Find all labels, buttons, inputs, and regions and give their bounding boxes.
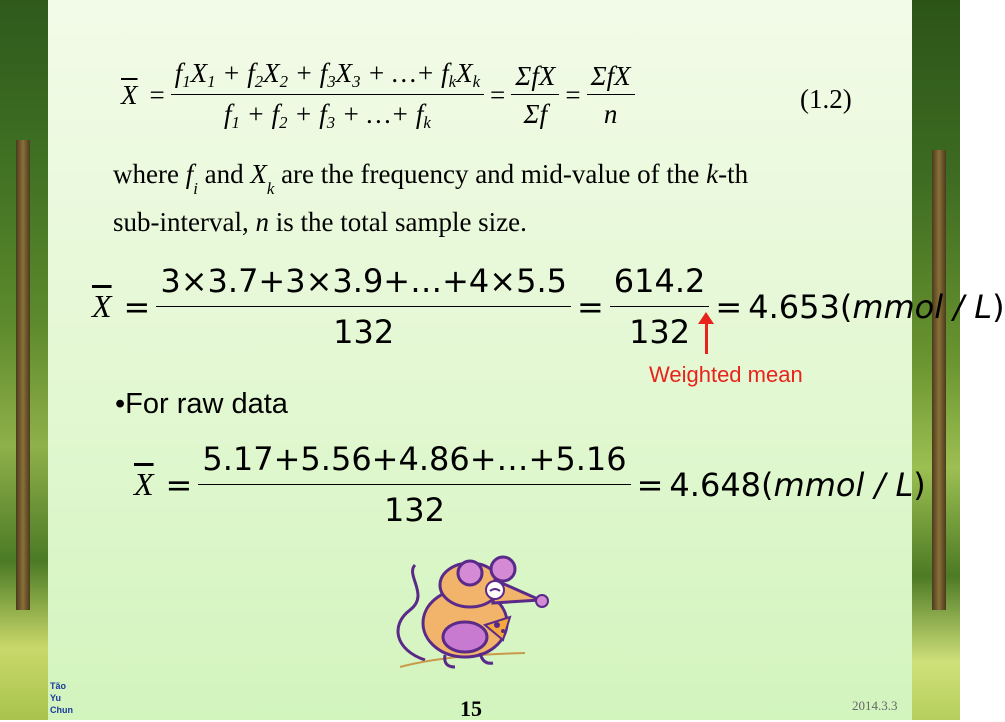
equation-number: (1.2) — [800, 84, 852, 114]
weighted-mean-annotation: Weighted mean — [649, 362, 803, 387]
formula-weighted-mean-general: $\overline{X}$ = $\frac{f_1X_1 + f_2X_2 + f_3X_3 + \dots+ f_kX_k}{f_1 + f_2 + f_3 + \dots+ f_k}$ = $\frac{\text{ΣfX}}{\Sigma f}$ = $\frac{\text{ΣfX}}{n}$ — [115, 58, 635, 133]
slide-date: 2014.3.3 — [852, 698, 898, 713]
explanation-line-1: where $f_i$ and $X_k$ are the frequency and mid-value of the k-th — [113, 159, 749, 198]
right-tree-border — [912, 0, 960, 720]
left-tree-border — [0, 0, 48, 720]
page-number: 15 — [460, 696, 482, 721]
fraction-1: $\frac{f_1X_1 + f_2X_2 + f_3X_3 + \dots+ f_kX_k}{f_1 + f_2 + f_3 + \dots+ f_k}$ — [171, 58, 484, 133]
bullet-raw-data: •For raw data — [115, 388, 288, 420]
formula-raw-mean: $\overline{X}$ = $\frac{5.17+5.56+4.86+\dots+5.16}{132}$ = 4.648(mmol / L) — [134, 440, 926, 529]
fraction-raw: $\frac{5.17+5.56+4.86+\dots+5.16}{132}$ — [198, 440, 630, 529]
fraction-3: $\frac{\text{ΣfX}}{n}$ — [587, 61, 635, 130]
fraction-sum: $\frac{614.2}{132}$ — [610, 262, 710, 351]
formula-weighted-mean-values: $\overline{X}$ = $\frac{3\times 3.7+3\times 3.9+\dots+4\times 5.5}{132}$ = $\frac{614.2}{132}$ = 4.653(mmol / L) — [92, 262, 1005, 351]
logo: Tão Yu Chun — [50, 681, 73, 715]
explanation-line-2: sub-interval, n is the total sample size. — [113, 207, 527, 237]
fraction-values: $\frac{3\times 3.7+3\times 3.9+\dots+4\times 5.5}{132}$ — [156, 262, 571, 351]
arrow-up-icon — [705, 322, 708, 354]
mouse-with-cheese-icon — [385, 555, 555, 675]
fraction-2: $\frac{\text{ΣfX}}{\Sigma f}$ — [511, 61, 559, 130]
xbar-symbol: $\overline{X}$ — [121, 80, 138, 110]
